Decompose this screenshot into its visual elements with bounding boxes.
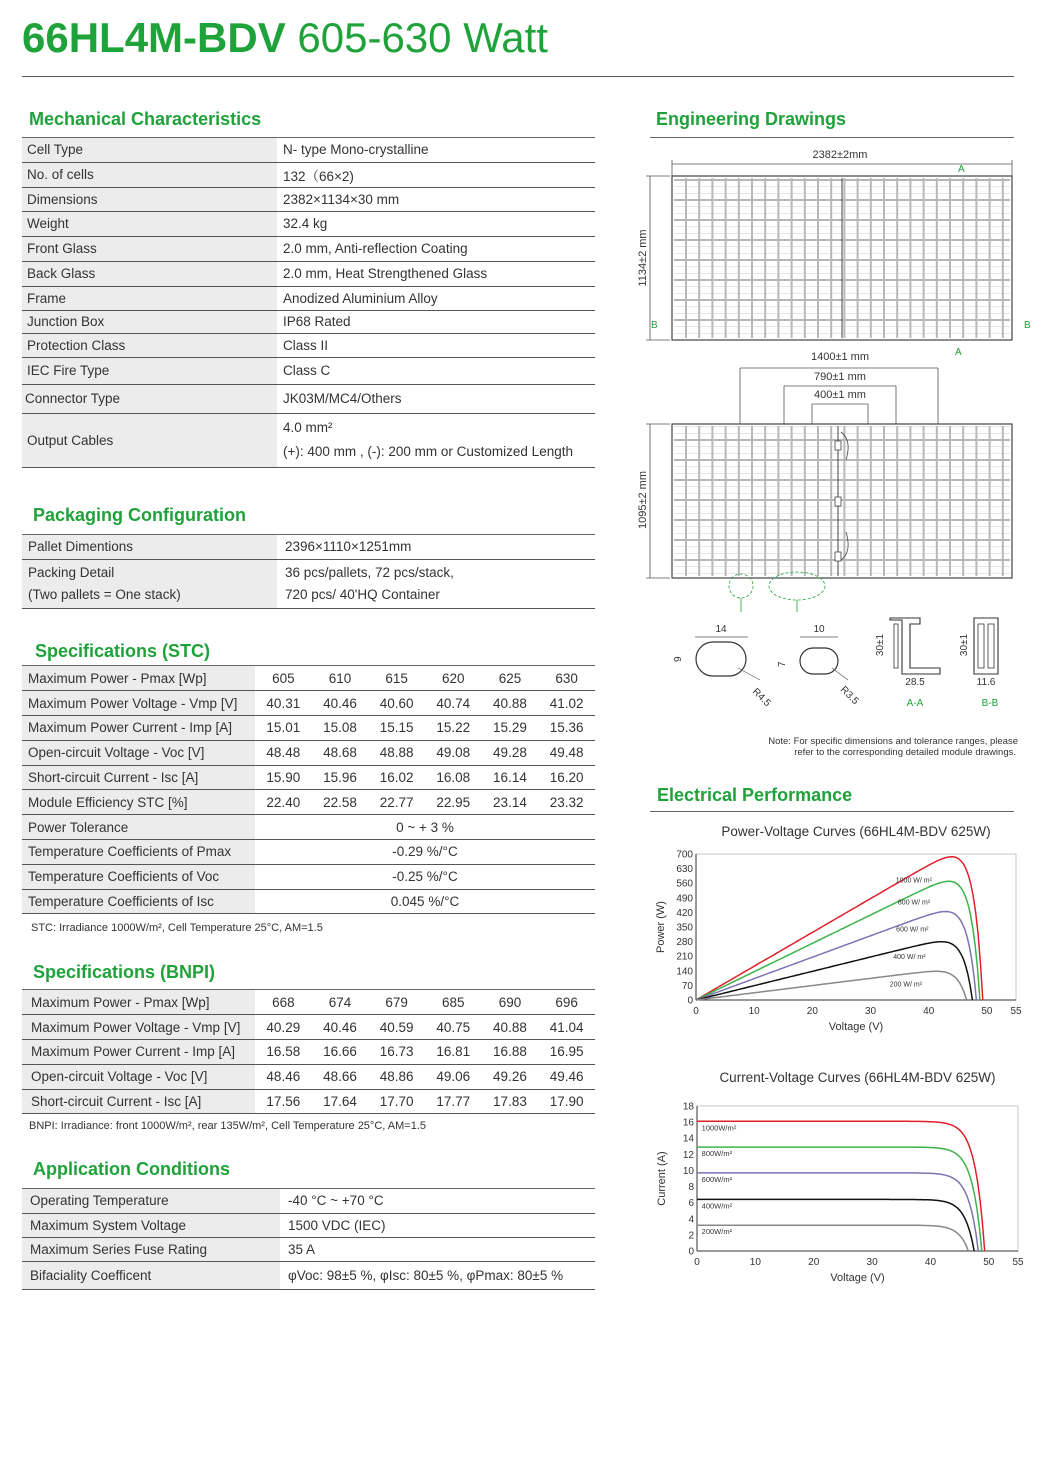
application-table (22, 1189, 595, 1290)
hole2-width: 10 (813, 624, 825, 635)
y-tick-label: 70 (681, 980, 693, 992)
row-value: Anodized Aluminium Alloy (277, 286, 595, 310)
front-height-dim: 1134±2 mm (637, 229, 649, 287)
spec-value: 48.48 (255, 740, 312, 765)
spec-value: 40.46 (312, 1015, 369, 1040)
y-tick-label: 420 (676, 907, 693, 919)
x-tick-label: 0 (693, 1006, 699, 1017)
spec-value: 0.045 %/°C (255, 889, 595, 914)
spec-value: -0.29 %/°C (255, 840, 595, 865)
table-row (22, 666, 595, 691)
power-voltage-chart (640, 822, 1040, 1042)
spec-value: 16.66 (312, 1040, 369, 1065)
spec-label: Temperature Coefficients of Voc (22, 864, 255, 889)
frame-b-height: 30±1 (959, 633, 970, 657)
spec-value: 17.83 (482, 1089, 539, 1114)
spec-value: 49.26 (482, 1064, 539, 1089)
spec-value: 41.04 (538, 1015, 595, 1040)
spec-value: 685 (425, 990, 482, 1015)
table-row (22, 357, 595, 384)
table-row (22, 261, 595, 286)
row-label: Connector Type (22, 384, 277, 413)
hole1-width: 14 (715, 624, 727, 635)
application-heading: Application Conditions (33, 1159, 230, 1179)
hole1-height: 9 (673, 656, 684, 662)
packing-value-2: 720 pcs/ 40'HQ Container (285, 586, 440, 602)
frame-b-width: 11.6 (976, 677, 996, 688)
spec-value: 40.29 (255, 1015, 312, 1040)
spec-label: Temperature Coefficients of Pmax (22, 840, 255, 865)
y-tick-label: 490 (676, 893, 693, 905)
spec-value: 16.88 (482, 1040, 539, 1065)
app-label: Operating Temperature (22, 1189, 280, 1213)
back-view (637, 351, 1012, 612)
spec-value: 605 (255, 666, 312, 691)
bnpi-heading: Specifications (BNPI) (33, 962, 216, 982)
spec-value: 15.22 (425, 716, 482, 741)
spec-label: Open-circuit Voltage - Voc [V] (22, 740, 255, 765)
section-a-top: A (958, 164, 965, 175)
row-label: Dimensions (22, 187, 277, 211)
section-a-bottom: A (955, 347, 962, 358)
table-row (22, 236, 595, 261)
table-row (22, 1040, 595, 1065)
chart-title: Power-Voltage Curves (66HL4M-BDV 625W) (721, 824, 991, 839)
packaging-table (22, 535, 595, 609)
row-label: Protection Class (22, 333, 277, 357)
spec-value: 23.14 (482, 790, 539, 815)
x-tick-label: 40 (924, 1257, 937, 1268)
x-axis-label: Voltage (V) (830, 1272, 885, 1284)
drawings-rule (650, 137, 1014, 138)
spec-value: 48.68 (312, 740, 369, 765)
spec-value: 16.02 (368, 765, 425, 790)
row-label: No. of cells (22, 162, 277, 187)
x-tick-label: 50 (983, 1257, 995, 1268)
bnpi-table (22, 990, 595, 1114)
page-title (22, 14, 548, 62)
frame-section-details (875, 618, 999, 709)
spec-value: 15.29 (482, 716, 539, 741)
hole2-height: 7 (777, 661, 788, 667)
spec-label: Temperature Coefficients of Isc (22, 889, 255, 914)
legend-label: 200W/m² (701, 1227, 733, 1237)
stc-heading: Specifications (STC) (35, 641, 211, 661)
table-row (22, 1237, 595, 1261)
row-value: IP68 Rated (277, 310, 595, 333)
spec-value: 16.95 (538, 1040, 595, 1065)
hole1-radius: R4.5 (749, 686, 773, 710)
spec-value: 630 (538, 666, 595, 691)
table-row (22, 187, 595, 211)
x-tick-label: 40 (923, 1006, 935, 1017)
spec-value: 15.08 (312, 716, 369, 741)
spec-value: 690 (482, 990, 539, 1015)
spec-value: 40.46 (312, 691, 369, 716)
spec-value: 17.64 (312, 1089, 369, 1114)
table-row (22, 559, 595, 608)
cables-line-2: (+): 400 mm , (-): 200 mm or Customized Length (283, 444, 573, 459)
table-row (22, 138, 595, 162)
spec-value: 0 ~ + 3 % (255, 815, 595, 840)
x-tick-label: 20 (808, 1257, 820, 1268)
cables-line-1: 4.0 mm² (283, 420, 333, 435)
y-tick-label: 12 (682, 1149, 694, 1161)
y-tick-label: 14 (682, 1133, 694, 1145)
spec-value: 17.70 (368, 1089, 425, 1114)
table-row (22, 286, 595, 310)
spec-value: 41.02 (538, 691, 595, 716)
spec-value: 15.96 (312, 765, 369, 790)
spec-value: 40.31 (255, 691, 312, 716)
spec-label: Maximum Power - Pmax [Wp] (22, 666, 255, 691)
table-row (22, 1089, 595, 1114)
x-tick-label: 50 (981, 1006, 993, 1017)
chart-title: Current-Voltage Curves (66HL4M-BDV 625W) (719, 1070, 996, 1085)
spec-value: 16.08 (425, 765, 482, 790)
y-tick-label: 630 (676, 864, 693, 876)
table-row (22, 333, 595, 357)
y-tick-label: 140 (676, 966, 693, 978)
legend-label: 600W/m² (701, 1174, 733, 1184)
legend-label: 600 W/ m² (896, 926, 929, 934)
row-label: Back Glass (22, 261, 277, 286)
y-tick-label: 560 (676, 878, 693, 890)
row-label: Cell Type (22, 138, 277, 162)
spec-value: 40.74 (425, 691, 482, 716)
packing-label-2: (Two pallets = One stack) (28, 586, 181, 602)
row-value: 2382×1134×30 mm (277, 187, 595, 211)
table-row (22, 740, 595, 765)
row-value: N- type Mono-crystalline (277, 138, 595, 162)
spec-value: 40.59 (368, 1015, 425, 1040)
spec-value: 40.88 (482, 1015, 539, 1040)
table-row (22, 162, 595, 187)
table-row (22, 765, 595, 790)
legend-label: 400 W/ m² (893, 954, 926, 962)
legend-label: 1000 W/ m² (895, 877, 932, 885)
back-height-dim: 1095±2 mm (637, 470, 649, 530)
spec-label: Power Tolerance (22, 815, 255, 840)
y-tick-label: 700 (676, 849, 693, 861)
x-tick-label: 30 (864, 1006, 877, 1017)
stc-table (22, 666, 595, 914)
spec-value: 674 (312, 990, 369, 1015)
app-value: -40 °C ~ +70 °C (280, 1189, 595, 1213)
x-tick-label: 30 (866, 1257, 878, 1268)
spec-value: 40.75 (425, 1015, 482, 1040)
spec-value: 615 (368, 666, 425, 691)
spec-value: 15.15 (368, 716, 425, 741)
spec-value: 48.66 (312, 1064, 369, 1089)
y-tick-label: 280 (676, 937, 693, 949)
spec-value: 48.46 (255, 1064, 312, 1089)
x-tick-label: 55 (1012, 1257, 1024, 1268)
spec-label: Short-circuit Current - Isc [A] (22, 1089, 255, 1114)
table-row (22, 1261, 595, 1289)
table-row (22, 1064, 595, 1089)
spec-value: 49.46 (538, 1064, 595, 1089)
frame-a-height: 30±1 (875, 633, 886, 657)
row-label: Front Glass (22, 236, 277, 261)
packing-label-1: Packing Detail (28, 564, 115, 580)
table-row (22, 864, 595, 889)
section-b-left: B (651, 320, 658, 331)
bnpi-note: BNPI: Irradiance: front 1000W/m², rear 135W/m², Cell Temperature 25°C, AM=1.5 (29, 1120, 426, 1132)
row-value: JK03M/MC4/Others (277, 384, 595, 413)
app-label: Maximum Series Fuse Rating (22, 1237, 280, 1261)
model-name: 66HL4M-BDV (22, 14, 286, 61)
drawings-heading: Engineering Drawings (656, 109, 847, 129)
spec-value: 48.86 (368, 1064, 425, 1089)
y-tick-label: 210 (676, 951, 693, 963)
power-range: 605-630 Watt (297, 14, 548, 61)
spec-value: 16.81 (425, 1040, 482, 1065)
stc-note: STC: Irradiance 1000W/m², Cell Temperature 25°C, AM=1.5 (31, 922, 323, 934)
cables-value (277, 413, 595, 467)
packing-value (277, 559, 595, 608)
spec-value: 620 (425, 666, 482, 691)
table-row (22, 1015, 595, 1040)
x-tick-label: 10 (749, 1257, 761, 1268)
spec-value: 17.56 (255, 1089, 312, 1114)
hole2-radius: R3.5 (837, 684, 861, 708)
x-tick-label: 0 (694, 1257, 700, 1268)
spec-label: Maximum Power - Pmax [Wp] (22, 990, 255, 1015)
spec-label: Maximum Power Voltage - Vmp [V] (22, 1015, 255, 1040)
app-value: φVoc: 98±5 %, φIsc: 80±5 %, φPmax: 80±5 % (280, 1261, 595, 1289)
row-value: 32.4 kg (277, 211, 595, 236)
title-rule (22, 76, 1014, 77)
spec-value: 696 (538, 990, 595, 1015)
frame-b-label: B-B (981, 698, 999, 709)
x-axis-label: Voltage (V) (828, 1021, 884, 1033)
frame-a-label: A-A (906, 698, 924, 709)
spec-value: 49.48 (538, 740, 595, 765)
packaging-heading: Packaging Configuration (33, 505, 247, 525)
spec-value: 22.58 (312, 790, 369, 815)
electrical-rule (650, 811, 1014, 812)
drawing-note-1: Note: For specific dimensions and tolerance ranges, please (768, 736, 1018, 747)
spec-value: 16.20 (538, 765, 595, 790)
back-inner-dim: 400±1 mm (814, 389, 866, 401)
spec-value: 49.08 (425, 740, 482, 765)
spec-label: Maximum Power Current - Imp [A] (22, 716, 255, 741)
y-tick-label: 8 (688, 1182, 694, 1194)
spec-value: -0.25 %/°C (255, 864, 595, 889)
row-value: 132（66×2) (277, 162, 595, 187)
x-tick-label: 55 (1010, 1006, 1022, 1017)
spec-value: 17.90 (538, 1089, 595, 1114)
pallet-value: 2396×1110×1251mm (277, 535, 595, 559)
front-view (637, 149, 1031, 358)
legend-label: 400W/m² (701, 1201, 733, 1211)
table-row (22, 211, 595, 236)
spec-value: 679 (368, 990, 425, 1015)
row-value: Class C (277, 357, 595, 384)
app-label: Maximum System Voltage (22, 1213, 280, 1237)
spec-value: 49.06 (425, 1064, 482, 1089)
table-row (22, 691, 595, 716)
spec-value: 23.32 (538, 790, 595, 815)
row-label: Frame (22, 286, 277, 310)
table-row (22, 310, 595, 333)
table-row (22, 990, 595, 1015)
pallet-label: Pallet Dimentions (22, 535, 277, 559)
spec-value: 40.88 (482, 691, 539, 716)
legend-label: 800W/m² (701, 1149, 733, 1159)
drawing-note-2: refer to the corresponding detailed module drawings. (794, 747, 1016, 758)
y-tick-label: 16 (682, 1117, 694, 1129)
y-tick-label: 0 (688, 1246, 694, 1258)
table-row (22, 716, 595, 741)
legend-label: 800 W/ m² (897, 899, 931, 907)
electrical-heading: Electrical Performance (657, 785, 853, 805)
table-row (22, 840, 595, 865)
spec-label: Maximum Power Current - Imp [A] (22, 1040, 255, 1065)
row-value: 2.0 mm, Anti-reflection Coating (277, 236, 595, 261)
y-axis-label: Current (A) (656, 1151, 668, 1206)
table-row (22, 384, 595, 413)
app-label: Bifaciality Coefficent (22, 1261, 280, 1289)
row-label: Weight (22, 211, 277, 236)
app-value: 35 A (280, 1237, 595, 1261)
spec-value: 16.14 (482, 765, 539, 790)
y-tick-label: 4 (688, 1214, 694, 1226)
table-row (22, 535, 595, 559)
spec-value: 15.90 (255, 765, 312, 790)
frame-a-width: 28.5 (905, 677, 925, 688)
x-tick-label: 20 (806, 1006, 818, 1017)
spec-value: 17.77 (425, 1089, 482, 1114)
spec-value: 625 (482, 666, 539, 691)
spec-value: 15.36 (538, 716, 595, 741)
spec-value: 668 (255, 990, 312, 1015)
spec-value: 22.77 (368, 790, 425, 815)
engineering-drawings (620, 140, 1040, 760)
table-row (22, 889, 595, 914)
table-row (22, 790, 595, 815)
spec-value: 610 (312, 666, 369, 691)
back-width-dim: 1400±1 mm (810, 351, 870, 363)
y-axis-label: Power (W) (655, 901, 667, 953)
legend-label: 1000W/m² (701, 1123, 737, 1133)
table-row (22, 815, 595, 840)
legend-label: 200 W/ m² (889, 981, 923, 989)
back-mid-dim: 790±1 mm (814, 371, 866, 383)
spec-value: 22.95 (425, 790, 482, 815)
y-tick-label: 6 (688, 1198, 694, 1210)
spec-value: 16.73 (368, 1040, 425, 1065)
y-tick-label: 350 (676, 922, 693, 934)
front-width-dim: 2382±2mm (812, 149, 868, 161)
y-tick-label: 2 (688, 1230, 694, 1242)
spec-label: Short-circuit Current - Isc [A] (22, 765, 255, 790)
x-tick-label: 10 (748, 1006, 760, 1017)
mechanical-heading: Mechanical Characteristics (29, 109, 262, 129)
mounting-hole-details (673, 624, 861, 709)
section-b-right: B (1024, 320, 1031, 331)
spec-value: 48.88 (368, 740, 425, 765)
row-value: 2.0 mm, Heat Strengthened Glass (277, 261, 595, 286)
mechanical-table (22, 138, 595, 468)
app-value: 1500 VDC (IEC) (280, 1213, 595, 1237)
row-value: Class II (277, 333, 595, 357)
row-label: IEC Fire Type (22, 357, 277, 384)
table-row (22, 1189, 595, 1213)
spec-label: Module Efficiency STC [%] (22, 790, 255, 815)
cables-label: Output Cables (22, 413, 277, 467)
y-tick-label: 18 (682, 1101, 694, 1113)
spec-value: 49.28 (482, 740, 539, 765)
spec-value: 40.60 (368, 691, 425, 716)
packing-value-1: 36 pcs/pallets, 72 pcs/stack, (285, 564, 454, 580)
spec-label: Open-circuit Voltage - Voc [V] (22, 1064, 255, 1089)
current-voltage-chart (640, 1068, 1040, 1298)
spec-value: 16.58 (255, 1040, 312, 1065)
spec-value: 22.40 (255, 790, 312, 815)
spec-value: 15.01 (255, 716, 312, 741)
y-tick-label: 0 (687, 995, 693, 1007)
packing-label (22, 559, 277, 608)
row-label: Junction Box (22, 310, 277, 333)
table-row (22, 413, 595, 467)
y-tick-label: 10 (682, 1165, 694, 1177)
table-row (22, 1213, 595, 1237)
spec-label: Maximum Power Voltage - Vmp [V] (22, 691, 255, 716)
